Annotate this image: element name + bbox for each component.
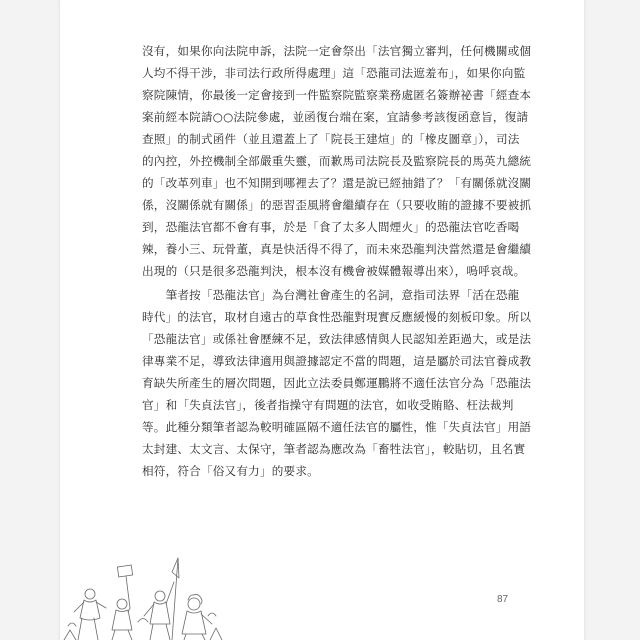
text-line: 察院陳情，你最後一定會接到一件監察院監察業務處匿名簽辦祕書「經查本 [142,88,532,102]
text-line: 的內控，外控機制全部嚴重失靈，而歉馬司法院長及監察院長的馬英九總統 [142,154,532,168]
text-line: 到，恐龍法官都不會有事，於是「食了太多人間煙火」的恐龍法官吃香喝 [142,220,520,234]
text-line: 相符，符合「俗又有力」的要求。 [142,464,319,478]
text-line: 時代」的法官，取材自遠古的草食性恐龍對現實反應緩慢的刻板印象。所以 [142,310,532,324]
text-line: 律專業不足，導致法律適用與證據認定不當的問題，這是屬於司法官養成教 [142,354,532,368]
text-line: 筆者按「恐龍法官」為台灣社會產生的名詞，意指司法界「活在恐龍 [142,288,520,302]
text-line: 的「改革列車」也不知開到哪裡去了？還是說已經抽錯了？「有關係就沒關 [142,176,532,190]
text-line: 官」和「失貞法官」，後者指操守有問題的法官，如收受賄賂、枉法裁判 [142,398,514,412]
page-number: 87 [497,594,509,605]
text-line: 係，沒關係就有關係」的惡習歪風將會繼續存在（只要收賄的證據不要被抓 [142,198,532,212]
book-page [60,0,584,640]
text-line: 育缺失所產生的層次問題，因此立法委員鄭運鵬將不適任法官分為「恐龍法 [142,376,532,390]
text-line: 案前經本院請○○法院參處，並函復台端在案，宜請參考該復函意旨，復請 [142,110,529,124]
text-line: 辣，養小三、玩骨董，真是快活得不得了，而未來恐龍判決當然還是會繼續 [142,242,532,256]
body-text [142,40,532,482]
text-line: 查照」的制式函件（並且還蓋上了「院長王建煊」的「橡皮圖章」），司法 [142,132,520,146]
protest-crowd-illustration [60,538,230,640]
text-line: 太封建、太文言、太保守，筆者認為應改為「畜牲法官」，較貼切，且名實 [142,442,526,456]
text-line: 等。此種分類筆者認為較明確區隔不適任法官的屬性，惟「失貞法官」用語 [142,420,532,434]
paragraph-1 [142,40,532,282]
text-line: 人均不得干涉，非司法行政所得處理」這「恐龍司法遮羞布」，如果你向監 [142,66,526,80]
paragraph-2 [142,284,532,482]
text-line: 出現的（只是很多恐龍判決，根本沒有機會被媒體報導出來），嗚呼哀哉。 [142,264,526,278]
text-line: 沒有，如果你向法院申訴，法院一定會祭出「法官獨立審判，任何機關或個 [142,44,532,58]
text-line: 「恐龍法官」或係社會歷練不足，致法律感情與人民認知差距過大，或是法 [142,332,532,346]
